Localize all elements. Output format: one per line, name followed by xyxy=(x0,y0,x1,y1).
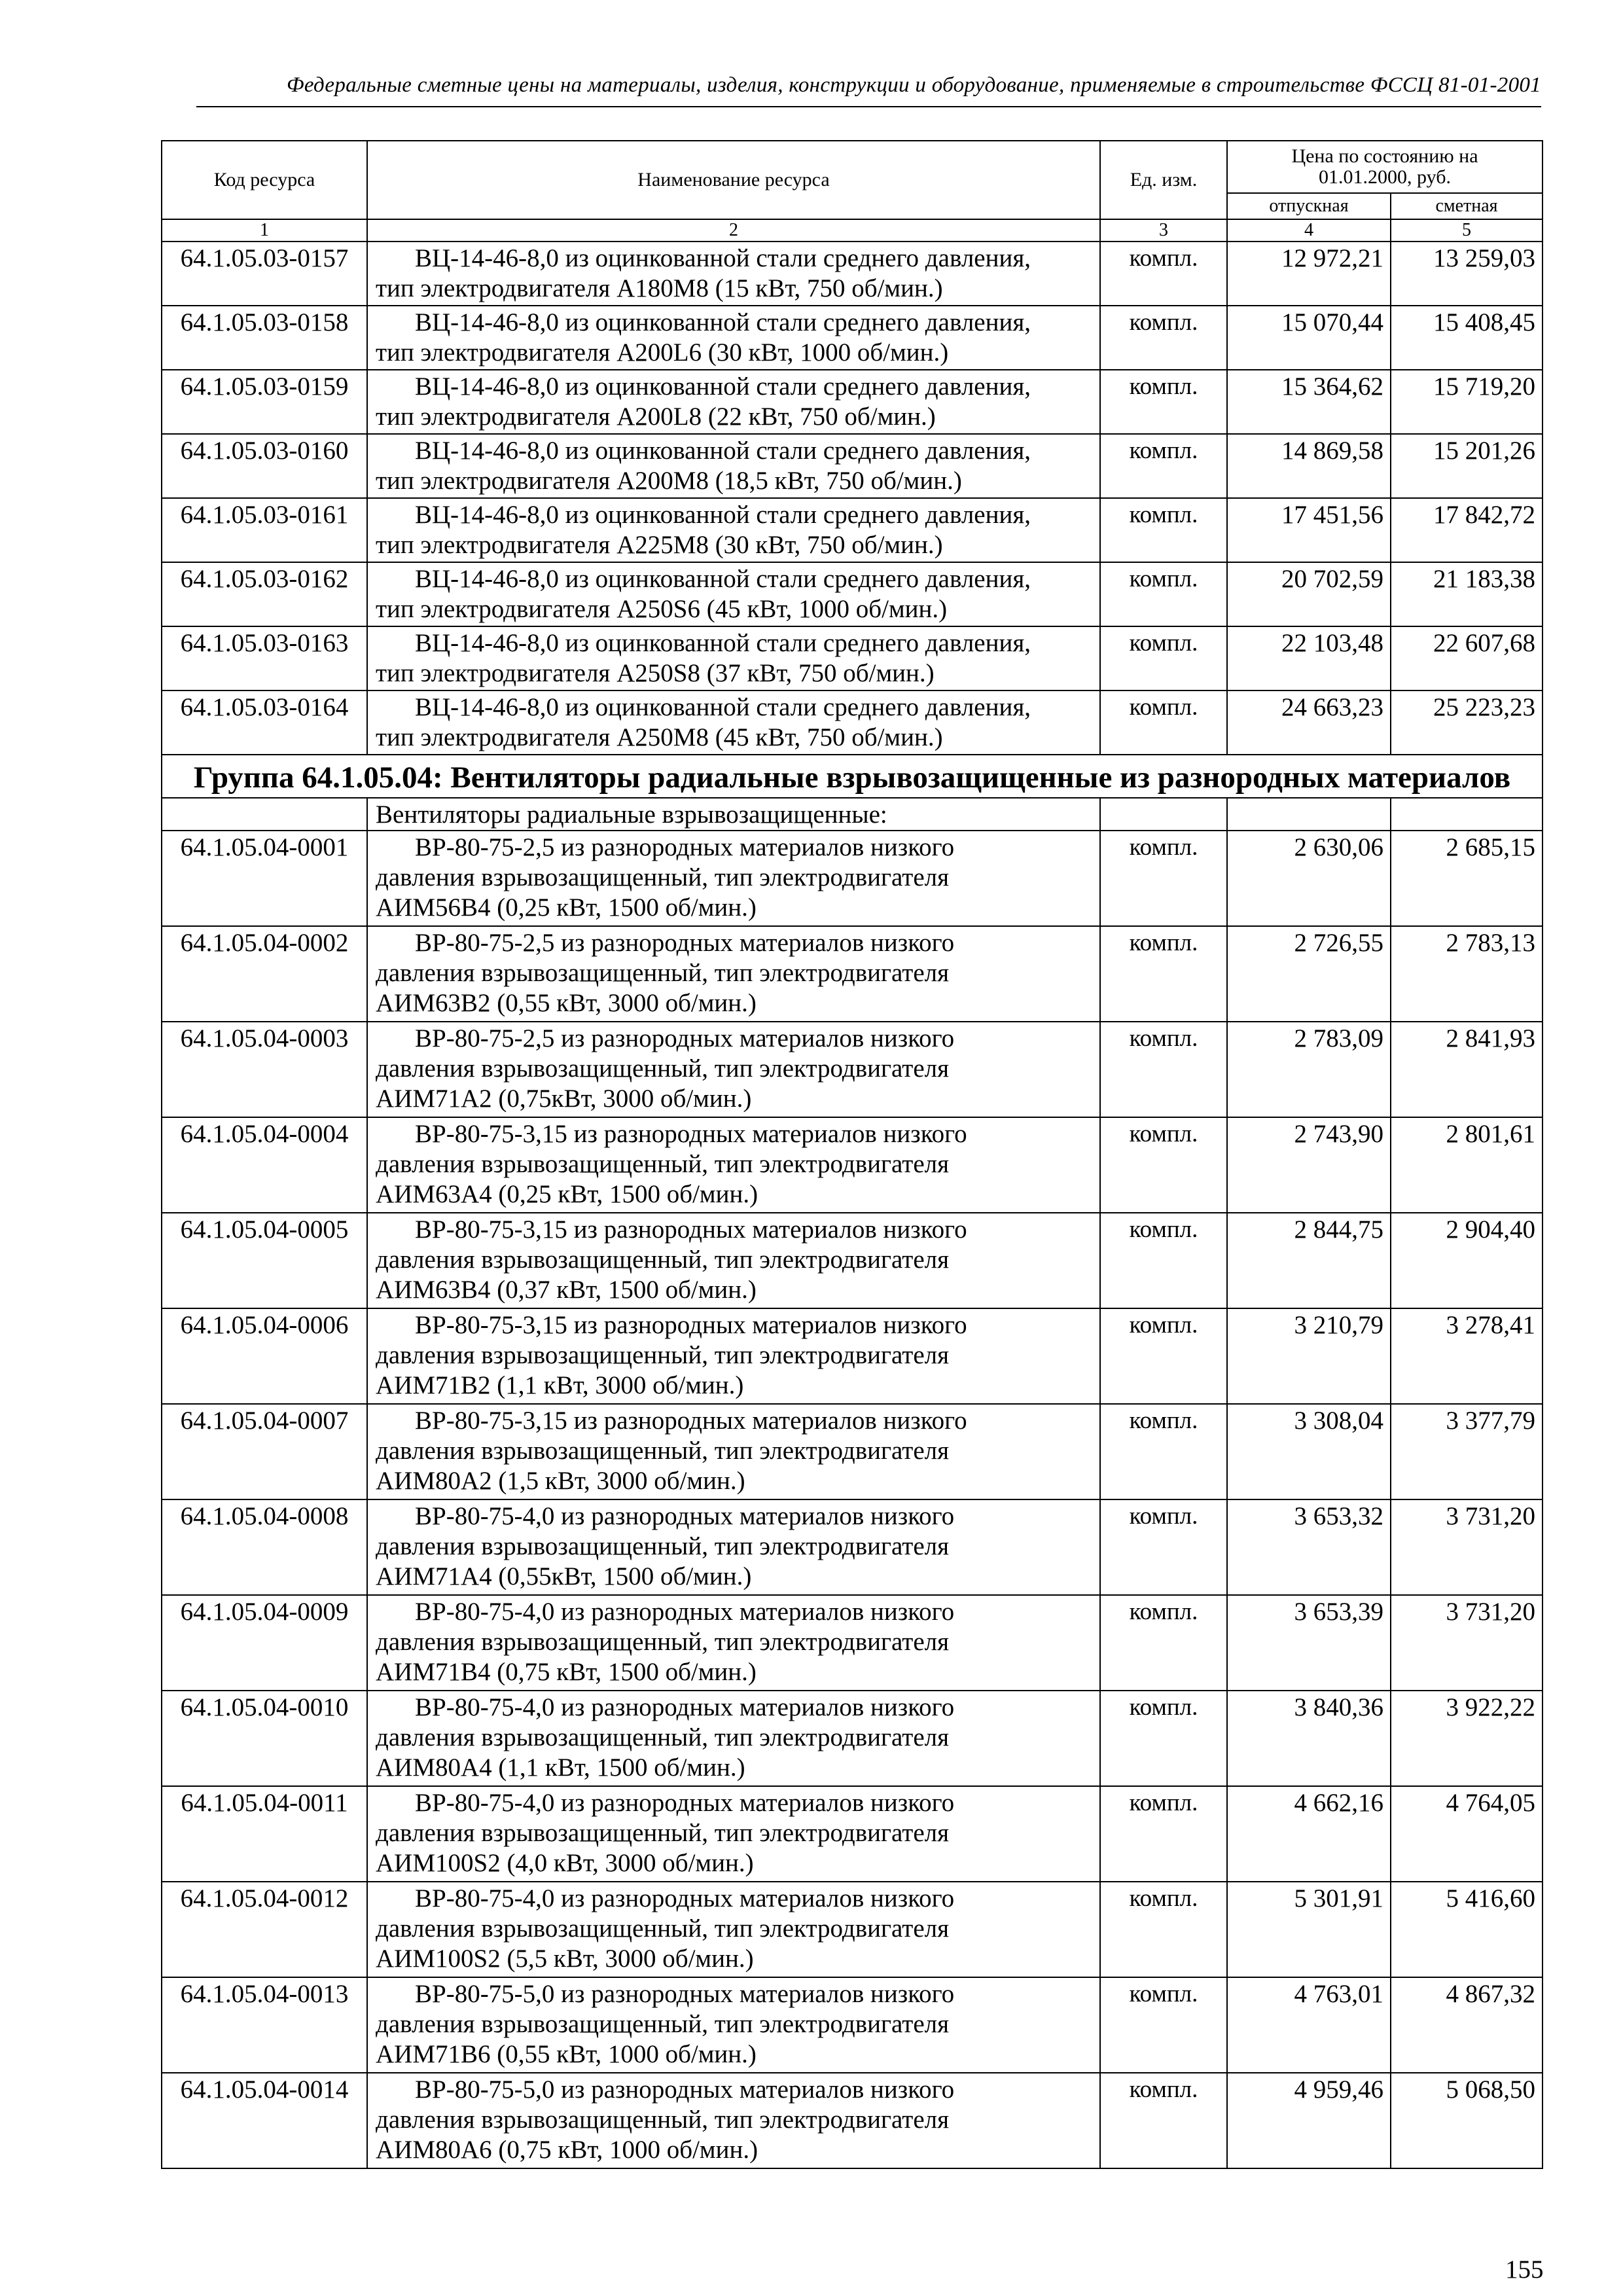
resource-name-line: тип электродвигателя А225М8 (30 кВт, 750 об/мин.) xyxy=(376,531,943,559)
resource-code: 64.1.05.04-0002 xyxy=(162,926,367,1022)
unit-of-measure: компл. xyxy=(1100,626,1227,691)
resource-name xyxy=(367,1786,1100,1882)
resource-name-line: тип электродвигателя А250S8 (37 кВт, 750 об/мин.) xyxy=(376,659,935,687)
resource-name-line: ВР-80-75-3,15 из разнородных материалов низкого xyxy=(415,1120,967,1148)
resource-name-line: давления взрывозащищенный, тип электродвигателя xyxy=(376,1819,950,1847)
table-row xyxy=(162,1404,1543,1499)
unit-of-measure: компл. xyxy=(1100,242,1227,306)
resource-name xyxy=(367,1117,1100,1213)
resource-name-line: ВЦ-14-46-8,0 из оцинкованной стали среднего давления, xyxy=(415,565,1031,593)
running-head: Федеральные сметные цены на материалы, изделия, конструкции и оборудование, применяемые в строительстве ФССЦ 81-01-2001 xyxy=(287,73,1541,97)
release-price: 3 840,36 xyxy=(1227,1691,1391,1786)
resource-name-line: ВР-80-75-3,15 из разнородных материалов низкого xyxy=(415,1311,967,1339)
resource-name xyxy=(367,1882,1100,1977)
resource-name xyxy=(367,1022,1100,1117)
release-price: 2 743,90 xyxy=(1227,1117,1391,1213)
header-price: Цена по состоянию на 01.01.2000, руб. xyxy=(1227,141,1543,193)
unit-of-measure: компл. xyxy=(1100,1882,1227,1977)
table-header xyxy=(162,141,1543,219)
resource-code: 64.1.05.03-0159 xyxy=(162,370,367,434)
table-row xyxy=(162,1022,1543,1117)
estimate-price: 5 068,50 xyxy=(1391,2073,1543,2168)
unit-of-measure: компл. xyxy=(1100,1117,1227,1213)
empty-cell xyxy=(1391,798,1543,831)
estimate-price: 15 408,45 xyxy=(1391,306,1543,370)
table-row xyxy=(162,1786,1543,1882)
resource-code: 64.1.05.04-0012 xyxy=(162,1882,367,1977)
resource-code: 64.1.05.04-0001 xyxy=(162,831,367,926)
release-price: 3 210,79 xyxy=(1227,1308,1391,1404)
table-row xyxy=(162,1213,1543,1308)
unit-of-measure: компл. xyxy=(1100,306,1227,370)
table-row xyxy=(162,562,1543,626)
estimate-price: 25 223,23 xyxy=(1391,691,1543,755)
resource-name-line: АИМ71В2 (1,1 кВт, 3000 об/мин.) xyxy=(376,1371,744,1399)
table-row xyxy=(162,1117,1543,1213)
resource-code: 64.1.05.03-0158 xyxy=(162,306,367,370)
resource-name xyxy=(367,434,1100,498)
unit-of-measure: компл. xyxy=(1100,1213,1227,1308)
resource-name xyxy=(367,1977,1100,2073)
resource-name-line: давления взрывозащищенный, тип электродвигателя xyxy=(376,1914,950,1943)
estimate-price: 22 607,68 xyxy=(1391,626,1543,691)
resource-name-line: ВЦ-14-46-8,0 из оцинкованной стали среднего давления, xyxy=(415,629,1031,657)
resource-name-line: давления взрывозащищенный, тип электродвигателя xyxy=(376,1150,950,1178)
release-price: 14 869,58 xyxy=(1227,434,1391,498)
resource-name-line: давления взрывозащищенный, тип электродвигателя xyxy=(376,1054,950,1083)
estimate-price: 3 278,41 xyxy=(1391,1308,1543,1404)
table-row xyxy=(162,1691,1543,1786)
release-price: 20 702,59 xyxy=(1227,562,1391,626)
unit-of-measure: компл. xyxy=(1100,1977,1227,2073)
column-number: 5 xyxy=(1391,219,1543,242)
estimate-price: 3 731,20 xyxy=(1391,1499,1543,1595)
resource-name-line: ВЦ-14-46-8,0 из оцинкованной стали среднего давления, xyxy=(415,372,1031,401)
resource-name-line: ВЦ-14-46-8,0 из оцинкованной стали среднего давления, xyxy=(415,437,1031,465)
resource-name-line: давления взрывозащищенный, тип электродвигателя xyxy=(376,959,950,987)
unit-of-measure: компл. xyxy=(1100,926,1227,1022)
resource-name-line: АИМ63А4 (0,25 кВт, 1500 об/мин.) xyxy=(376,1180,758,1208)
header-release-price: отпускная xyxy=(1227,193,1391,219)
resource-name-line: давления взрывозащищенный, тип электродвигателя xyxy=(376,1246,950,1274)
resource-code: 64.1.05.04-0010 xyxy=(162,1691,367,1786)
resource-name-line: ВР-80-75-2,5 из разнородных материалов низкого xyxy=(415,929,955,957)
table-row xyxy=(162,691,1543,755)
resource-name-line: ВР-80-75-2,5 из разнородных материалов низкого xyxy=(415,1024,955,1052)
resource-name-line: АИМ63В2 (0,55 кВт, 3000 об/мин.) xyxy=(376,989,757,1017)
resource-name-line: ВР-80-75-4,0 из разнородных материалов низкого xyxy=(415,1693,955,1721)
resource-name-line: давления взрывозащищенный, тип электродвигателя xyxy=(376,1723,950,1751)
resource-code: 64.1.05.03-0164 xyxy=(162,691,367,755)
estimate-price: 4 764,05 xyxy=(1391,1786,1543,1882)
resource-name-line: давления взрывозащищенный, тип электродвигателя xyxy=(376,1341,950,1369)
unit-of-measure: компл. xyxy=(1100,1022,1227,1117)
release-price: 4 662,16 xyxy=(1227,1786,1391,1882)
estimate-price: 21 183,38 xyxy=(1391,562,1543,626)
empty-cell xyxy=(162,798,367,831)
estimate-price: 3 377,79 xyxy=(1391,1404,1543,1499)
resource-name-line: АИМ56В4 (0,25 кВт, 1500 об/мин.) xyxy=(376,893,757,922)
release-price: 2 844,75 xyxy=(1227,1213,1391,1308)
table-row xyxy=(162,242,1543,306)
column-number: 3 xyxy=(1100,219,1227,242)
column-number: 2 xyxy=(367,219,1100,242)
unit-of-measure: компл. xyxy=(1100,1595,1227,1691)
release-price: 15 364,62 xyxy=(1227,370,1391,434)
resource-name xyxy=(367,306,1100,370)
column-number-row xyxy=(162,219,1543,242)
table-row xyxy=(162,1595,1543,1691)
table-row xyxy=(162,1499,1543,1595)
resource-name-line: давления взрывозащищенный, тип электродвигателя xyxy=(376,1437,950,1465)
running-head-rule xyxy=(196,106,1541,107)
resource-name xyxy=(367,2073,1100,2168)
unit-of-measure: компл. xyxy=(1100,498,1227,562)
estimate-price: 2 841,93 xyxy=(1391,1022,1543,1117)
release-price: 12 972,21 xyxy=(1227,242,1391,306)
table-row xyxy=(162,831,1543,926)
release-price: 24 663,23 xyxy=(1227,691,1391,755)
resource-name-line: тип электродвигателя А200L6 (30 кВт, 1000 об/мин.) xyxy=(376,338,949,367)
resource-code: 64.1.05.04-0007 xyxy=(162,1404,367,1499)
table-row xyxy=(162,2073,1543,2168)
release-price: 3 653,32 xyxy=(1227,1499,1391,1595)
resource-name-line: тип электродвигателя А250М8 (45 кВт, 750 об/мин.) xyxy=(376,723,943,751)
release-price: 4 959,46 xyxy=(1227,2073,1391,2168)
unit-of-measure: компл. xyxy=(1100,691,1227,755)
resource-name-line: ВЦ-14-46-8,0 из оцинкованной стали среднего давления, xyxy=(415,244,1031,272)
empty-cell xyxy=(1227,798,1391,831)
release-price: 22 103,48 xyxy=(1227,626,1391,691)
table-row xyxy=(162,306,1543,370)
resource-code: 64.1.05.04-0004 xyxy=(162,1117,367,1213)
resource-name-line: ВР-80-75-3,15 из разнородных материалов низкого xyxy=(415,1407,967,1435)
unit-of-measure: компл. xyxy=(1100,1308,1227,1404)
resource-name-line: ВЦ-14-46-8,0 из оцинкованной стали среднего давления, xyxy=(415,501,1031,529)
subheading-row xyxy=(162,798,1543,831)
resource-name-line: давления взрывозащищенный, тип электродвигателя xyxy=(376,1628,950,1656)
resource-name-line: давления взрывозащищенный, тип электродвигателя xyxy=(376,1532,950,1560)
table-row xyxy=(162,926,1543,1022)
resource-name-line: АИМ71А4 (0,55кВт, 1500 об/мин.) xyxy=(376,1562,752,1590)
page-number: 155 xyxy=(1505,2255,1544,2284)
resource-name-line: тип электродвигателя А180М8 (15 кВт, 750 об/мин.) xyxy=(376,274,943,302)
group-subheading: Вентиляторы радиальные взрывозащищенные: xyxy=(367,798,1100,831)
column-number: 4 xyxy=(1227,219,1391,242)
resource-name-line: ВР-80-75-5,0 из разнородных материалов низкого xyxy=(415,2075,955,2104)
table-row xyxy=(162,370,1543,434)
resource-code: 64.1.05.04-0003 xyxy=(162,1022,367,1117)
table-row xyxy=(162,498,1543,562)
resource-name-line: ВР-80-75-4,0 из разнородных материалов низкого xyxy=(415,1502,955,1530)
unit-of-measure: компл. xyxy=(1100,1499,1227,1595)
estimate-price: 15 201,26 xyxy=(1391,434,1543,498)
unit-of-measure: компл. xyxy=(1100,831,1227,926)
resource-name-line: АИМ63В4 (0,37 кВт, 1500 об/мин.) xyxy=(376,1276,757,1304)
resource-name-line: давления взрывозащищенный, тип электродвигателя xyxy=(376,2010,950,2038)
resource-code: 64.1.05.04-0011 xyxy=(162,1786,367,1882)
estimate-price: 2 904,40 xyxy=(1391,1213,1543,1308)
resource-code: 64.1.05.04-0009 xyxy=(162,1595,367,1691)
estimate-price: 5 416,60 xyxy=(1391,1882,1543,1977)
header-unit: Ед. изм. xyxy=(1100,141,1227,219)
resource-name xyxy=(367,242,1100,306)
resource-name-line: АИМ71А2 (0,75кВт, 3000 об/мин.) xyxy=(376,1085,752,1113)
release-price: 3 308,04 xyxy=(1227,1404,1391,1499)
table-row xyxy=(162,1977,1543,2073)
column-number: 1 xyxy=(162,219,367,242)
resource-name-line: давления взрывозащищенный, тип электродвигателя xyxy=(376,863,950,891)
resource-name-line: ВР-80-75-2,5 из разнородных материалов низкого xyxy=(415,833,955,861)
resource-code: 64.1.05.03-0161 xyxy=(162,498,367,562)
table-body xyxy=(162,219,1543,2168)
resource-name-line: ВР-80-75-4,0 из разнородных материалов низкого xyxy=(415,1884,955,1912)
release-price: 5 301,91 xyxy=(1227,1882,1391,1977)
estimate-price: 2 783,13 xyxy=(1391,926,1543,1022)
resource-code: 64.1.05.04-0008 xyxy=(162,1499,367,1595)
release-price: 2 630,06 xyxy=(1227,831,1391,926)
resource-name xyxy=(367,1404,1100,1499)
release-price: 15 070,44 xyxy=(1227,306,1391,370)
resource-name xyxy=(367,926,1100,1022)
header-code: Код ресурса xyxy=(162,141,367,219)
resource-name-line: АИМ100S2 (5,5 кВт, 3000 об/мин.) xyxy=(376,1945,754,1973)
price-table xyxy=(161,140,1543,2169)
estimate-price: 17 842,72 xyxy=(1391,498,1543,562)
table-row xyxy=(162,1882,1543,1977)
release-price: 4 763,01 xyxy=(1227,1977,1391,2073)
resource-name-line: давления взрывозащищенный, тип электродвигателя xyxy=(376,2106,950,2134)
release-price: 2 726,55 xyxy=(1227,926,1391,1022)
resource-name-line: ВР-80-75-3,15 из разнородных материалов низкого xyxy=(415,1215,967,1244)
resource-name-line: АИМ71В6 (0,55 кВт, 1000 об/мин.) xyxy=(376,2040,757,2068)
resource-name-line: АИМ71В4 (0,75 кВт, 1500 об/мин.) xyxy=(376,1658,757,1686)
resource-name xyxy=(367,1595,1100,1691)
release-price: 3 653,39 xyxy=(1227,1595,1391,1691)
resource-name xyxy=(367,562,1100,626)
resource-code: 64.1.05.03-0157 xyxy=(162,242,367,306)
unit-of-measure: компл. xyxy=(1100,1404,1227,1499)
resource-code: 64.1.05.04-0013 xyxy=(162,1977,367,2073)
resource-code: 64.1.05.03-0163 xyxy=(162,626,367,691)
header-name: Наименование ресурса xyxy=(367,141,1100,219)
unit-of-measure: компл. xyxy=(1100,2073,1227,2168)
resource-name-line: АИМ80А2 (1,5 кВт, 3000 об/мин.) xyxy=(376,1467,745,1495)
resource-name-line: тип электродвигателя А200М8 (18,5 кВт, 750 об/мин.) xyxy=(376,467,962,495)
estimate-price: 3 731,20 xyxy=(1391,1595,1543,1691)
group-title-row xyxy=(162,755,1543,798)
resource-name-line: АИМ80А4 (1,1 кВт, 1500 об/мин.) xyxy=(376,1753,745,1782)
resource-name xyxy=(367,626,1100,691)
resource-code: 64.1.05.03-0162 xyxy=(162,562,367,626)
unit-of-measure: компл. xyxy=(1100,370,1227,434)
estimate-price: 3 922,22 xyxy=(1391,1691,1543,1786)
resource-name xyxy=(367,1308,1100,1404)
resource-name-line: ВР-80-75-4,0 из разнородных материалов низкого xyxy=(415,1789,955,1817)
unit-of-measure: компл. xyxy=(1100,562,1227,626)
resource-name-line: ВР-80-75-4,0 из разнородных материалов низкого xyxy=(415,1598,955,1626)
resource-name xyxy=(367,831,1100,926)
resource-name-line: ВЦ-14-46-8,0 из оцинкованной стали среднего давления, xyxy=(415,308,1031,336)
resource-name-line: ВР-80-75-5,0 из разнородных материалов низкого xyxy=(415,1980,955,2008)
header-estimate-price: сметная xyxy=(1391,193,1543,219)
resource-name xyxy=(367,370,1100,434)
estimate-price: 4 867,32 xyxy=(1391,1977,1543,2073)
resource-code: 64.1.05.04-0005 xyxy=(162,1213,367,1308)
resource-name-line: АИМ100S2 (4,0 кВт, 3000 об/мин.) xyxy=(376,1849,754,1877)
resource-name-line: АИМ80А6 (0,75 кВт, 1000 об/мин.) xyxy=(376,2136,758,2164)
resource-name xyxy=(367,1499,1100,1595)
estimate-price: 13 259,03 xyxy=(1391,242,1543,306)
resource-name xyxy=(367,498,1100,562)
resource-name-line: тип электродвигателя А250S6 (45 кВт, 1000 об/мин.) xyxy=(376,595,948,623)
resource-code: 64.1.05.04-0014 xyxy=(162,2073,367,2168)
release-price: 2 783,09 xyxy=(1227,1022,1391,1117)
resource-name xyxy=(367,1213,1100,1308)
unit-of-measure: компл. xyxy=(1100,434,1227,498)
resource-name xyxy=(367,691,1100,755)
resource-name-line: ВЦ-14-46-8,0 из оцинкованной стали среднего давления, xyxy=(415,693,1031,721)
unit-of-measure: компл. xyxy=(1100,1786,1227,1882)
table-row xyxy=(162,626,1543,691)
table-row xyxy=(162,434,1543,498)
resource-code: 64.1.05.03-0160 xyxy=(162,434,367,498)
group-title: Группа 64.1.05.04: Вентиляторы радиальные взрывозащищенные из разнородных материалов xyxy=(162,755,1543,798)
unit-of-measure: компл. xyxy=(1100,1691,1227,1786)
estimate-price: 2 685,15 xyxy=(1391,831,1543,926)
resource-name-line: тип электродвигателя А200L8 (22 кВт, 750 об/мин.) xyxy=(376,403,936,431)
estimate-price: 2 801,61 xyxy=(1391,1117,1543,1213)
estimate-price: 15 719,20 xyxy=(1391,370,1543,434)
resource-code: 64.1.05.04-0006 xyxy=(162,1308,367,1404)
release-price: 17 451,56 xyxy=(1227,498,1391,562)
resource-name xyxy=(367,1691,1100,1786)
empty-cell xyxy=(1100,798,1227,831)
table-row xyxy=(162,1308,1543,1404)
